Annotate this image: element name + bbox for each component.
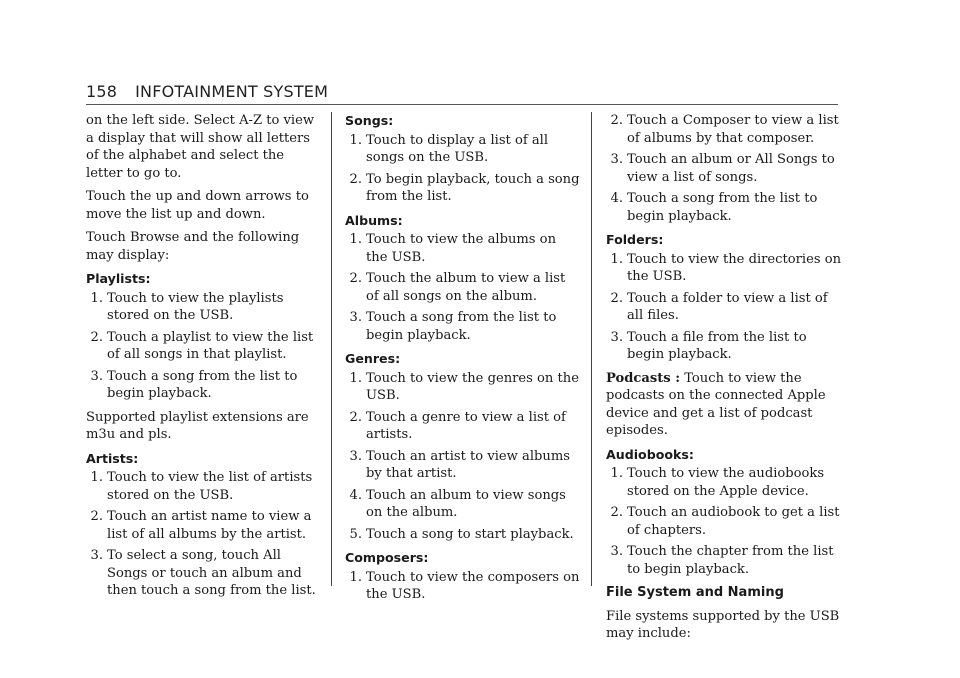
list-item	[86, 290, 322, 325]
list-item	[86, 329, 322, 364]
list-item-text: Touch a song from the list to begin playback.	[366, 310, 557, 343]
paragraph: File systems supported by the USB may include:	[606, 608, 840, 641]
list-item	[345, 409, 581, 444]
list-item-text: Touch an artist name to view a list of all albums by the artist.	[107, 509, 312, 542]
composers-list	[345, 569, 581, 604]
list-item-text: Touch to view the directories on the USB.	[627, 251, 842, 284]
list-item	[345, 487, 581, 522]
genres-list	[345, 370, 581, 544]
list-item	[606, 504, 842, 539]
list-item	[86, 508, 322, 543]
list-item-text: Touch an artist to view albums by that artist.	[366, 448, 570, 481]
composers-heading: Composers:	[345, 550, 429, 565]
list-item-number: 2.	[610, 505, 623, 520]
list-item-number: 2.	[610, 113, 623, 128]
list-item	[606, 543, 842, 578]
list-item	[345, 448, 581, 483]
list-item	[86, 368, 322, 403]
list-item	[86, 469, 322, 504]
list-item-text: Touch a playlist to view the list of all songs in that playlist.	[107, 329, 314, 362]
list-item-text: Touch to view the list of artists stored on the USB.	[107, 470, 313, 503]
list-item	[345, 370, 581, 405]
list-item	[345, 569, 581, 604]
list-item	[345, 526, 581, 544]
list-item-number: 2.	[90, 509, 103, 524]
songs-list	[345, 132, 581, 206]
list-item	[606, 151, 842, 186]
list-item-number: 3.	[349, 448, 362, 464]
list-item-text: Touch to display a list of all songs on the USB.	[366, 132, 549, 165]
paragraph: Touch Browse and the following may display:	[86, 230, 300, 263]
list-item-number: 2.	[349, 409, 362, 425]
section-title: INFOTAINMENT SYSTEM	[135, 82, 329, 101]
list-item-number: 4.	[349, 487, 362, 503]
list-item	[345, 270, 581, 305]
list-item-text: Touch an album or All Songs to view a list of songs.	[627, 152, 835, 185]
list-item-text: Touch to view the playlists stored on the USB.	[107, 290, 284, 323]
list-item	[606, 465, 842, 500]
list-item-text: Touch a Composer to view a list of albums by that composer.	[627, 113, 839, 146]
list-item	[606, 112, 842, 147]
list-item-text: Touch an album to view songs on the album.	[366, 487, 566, 520]
composers-list-continued	[606, 112, 842, 225]
list-item-number: 1.	[610, 466, 623, 481]
list-item-number: 2.	[90, 329, 103, 345]
artists-heading: Artists:	[86, 450, 139, 466]
list-item-number: 1.	[349, 569, 362, 585]
podcasts-term: Podcasts :	[606, 370, 681, 386]
list-item	[606, 251, 842, 286]
column-divider	[331, 112, 332, 586]
list-item-number: 3.	[349, 310, 362, 325]
list-item	[345, 171, 581, 206]
column-1	[86, 112, 322, 606]
audiobooks-list	[606, 465, 842, 578]
list-item-number: 3.	[90, 548, 103, 563]
column-2	[345, 112, 581, 610]
podcasts-paragraph	[606, 370, 842, 440]
list-item-number: 1.	[349, 132, 362, 148]
list-item-text: To select a song, touch All Songs or touch an album and then touch a song from the list.	[107, 548, 316, 598]
list-item-number: 2.	[349, 271, 362, 286]
list-item-number: 1.	[349, 370, 362, 386]
list-item-text: Touch the chapter from the list to begin playback.	[627, 544, 834, 577]
list-item-text: Touch to view the audiobooks stored on the Apple device.	[627, 466, 825, 499]
list-item-number: 2.	[610, 290, 623, 306]
list-item-number: 3.	[610, 544, 623, 559]
artists-list	[86, 469, 322, 600]
list-item	[345, 309, 581, 344]
paragraph: Supported playlist extensions are m3u and pls.	[86, 409, 309, 442]
list-item-text: Touch to view the genres on the USB.	[366, 370, 579, 403]
list-item-number: 1.	[90, 290, 103, 306]
list-item-number: 3.	[610, 152, 623, 167]
list-item-text: Touch a song from the list to begin playback.	[627, 191, 818, 224]
list-item-number: 3.	[90, 368, 103, 384]
playlists-list	[86, 290, 322, 403]
list-item-number: 5.	[349, 526, 362, 542]
page-header	[86, 82, 838, 104]
list-item-text: Touch a song from the list to begin playback.	[107, 368, 298, 401]
list-item-number: 2.	[349, 171, 362, 187]
column-divider	[591, 112, 592, 586]
list-item	[86, 547, 322, 600]
list-item-text: Touch a genre to view a list of artists.	[366, 409, 566, 442]
list-item-text: Touch a folder to view a list of all files.	[627, 290, 828, 323]
paragraph: on the left side. Select A-Z to view a display that will show all letters of the alphabet and select the letter to go to.	[86, 113, 315, 181]
playlists-heading: Playlists:	[86, 271, 151, 286]
page-number: 158	[86, 82, 118, 101]
list-item	[345, 231, 581, 266]
list-item-text: Touch a file from the list to begin playback.	[627, 329, 807, 362]
paragraph: Touch the up and down arrows to move the list up and down.	[86, 189, 309, 222]
folders-heading: Folders:	[606, 232, 664, 247]
list-item-text: Touch the album to view a list of all songs on the album.	[366, 271, 566, 304]
list-item	[606, 329, 842, 364]
header-divider	[86, 104, 838, 105]
list-item	[606, 290, 842, 325]
list-item-text: Touch an audiobook to get a list of chapters.	[627, 505, 840, 538]
albums-heading: Albums:	[345, 212, 403, 228]
list-item-text: To begin playback, touch a song from the list.	[366, 171, 580, 204]
list-item-text: Touch a song to start playback.	[366, 526, 574, 542]
list-item-number: 1.	[349, 232, 362, 247]
list-item-text: Touch to view the albums on the USB.	[366, 232, 556, 265]
list-item-number: 4.	[610, 191, 623, 206]
list-item-number: 3.	[610, 329, 623, 345]
list-item-number: 1.	[610, 251, 623, 267]
file-system-heading: File System and Naming	[606, 585, 784, 600]
column-3	[606, 112, 842, 649]
list-item	[606, 190, 842, 225]
list-item-number: 1.	[90, 470, 103, 485]
genres-heading: Genres:	[345, 351, 401, 366]
audiobooks-heading: Audiobooks:	[606, 446, 694, 462]
songs-heading: Songs:	[345, 113, 394, 128]
folders-list	[606, 251, 842, 364]
list-item-text: Touch to view the composers on the USB.	[366, 569, 580, 602]
list-item	[345, 132, 581, 167]
podcasts-text: Touch to view the podcasts on the connected Apple device and get a list of podcast episodes.	[606, 370, 826, 438]
albums-list	[345, 231, 581, 344]
